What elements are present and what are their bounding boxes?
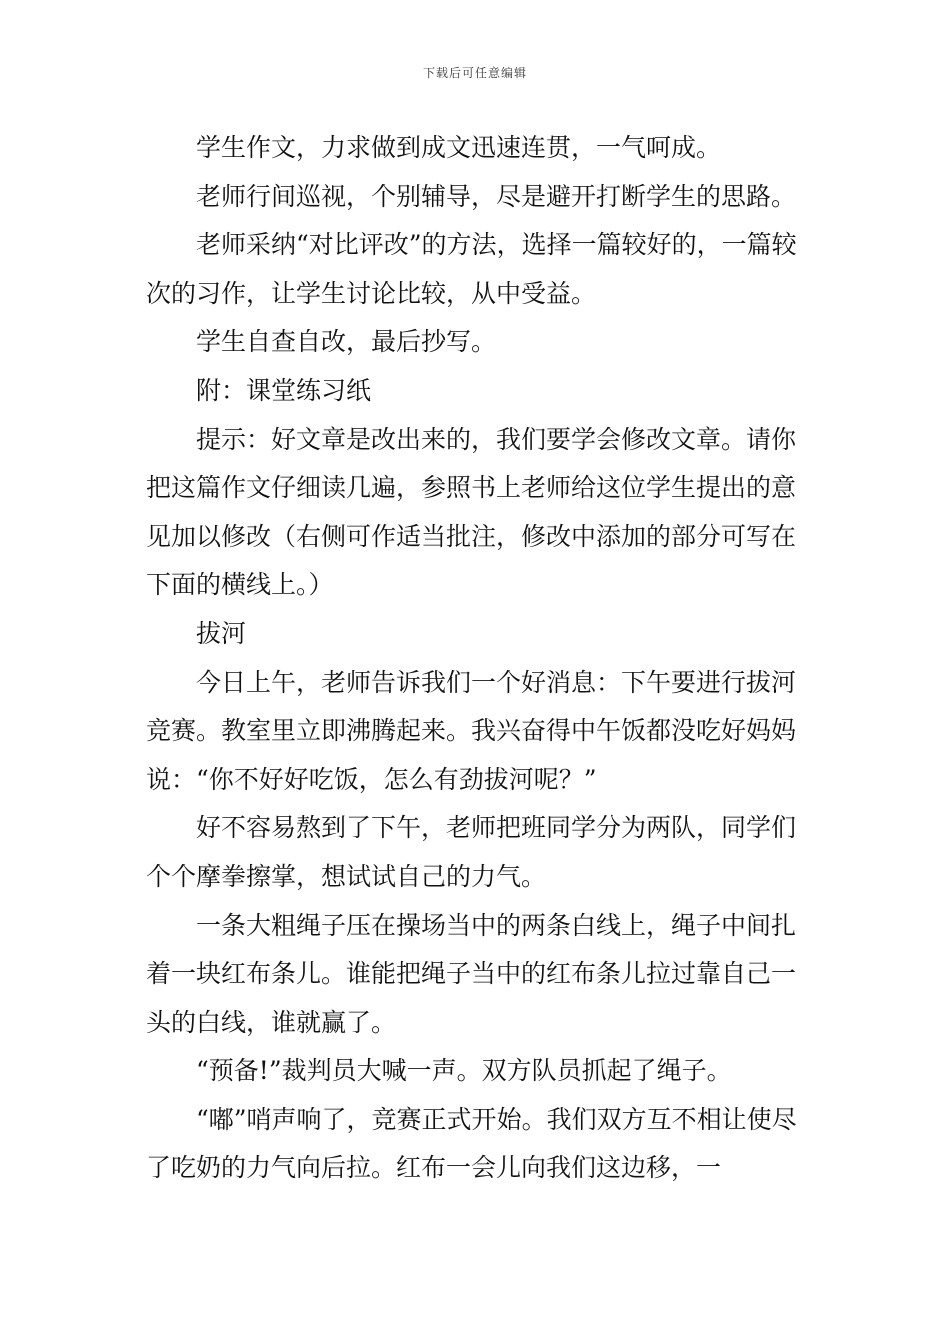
paragraph: 学生自查自改，最后抄写。 [196,327,497,357]
paragraph: 老师采纳“对比评改”的方法，选择一篇较好的，一篇较次的习作，让学生讨论比较，从中受益。 [146,230,797,308]
paragraph: 提示：好文章是改出来的，我们要学会修改文章。请你把这篇作文仔细读几遍，参照书上老师给这位学生提出的意见加以修改（右侧可作适当批注，修改中添加的部分可写在下面的横线上。） [146,424,797,600]
paragraph: 一条大粗绳子压在操场当中的两条白线上，绳子中间扎着一块红布条儿。谁能把绳子当中的红布条儿拉过靠自己一头的白线，谁就赢了。 [146,910,797,1037]
paragraph: 今日上午，老师告诉我们一个好消息：下午要进行拔河竞赛。教室里立即沸腾起来。我兴奋得中午饭都没吃好妈妈说：“你不好好吃饭，怎么有劲拔河呢？” [146,667,797,794]
paragraph: 老师行间巡视，个别辅导，尽是避开打断学生的思路。 [196,181,797,211]
essay-title: 拔河 [196,618,247,648]
paragraph: 好不容易熬到了下午，老师把班同学分为两队，同学们个个摩拳擦掌，想试试自己的力气。 [146,813,797,891]
paragraph: “预备!”裁判员大喊一声。双方队员抓起了绳子。 [196,1056,732,1086]
paragraph: 附：课堂练习纸 [196,375,372,405]
paragraph: “嘟”哨声响了，竞赛正式开始。我们双方互不相让使尽了吃奶的力气向后拉。红布一会儿向我们这边移，一 [146,1104,797,1183]
document-body [146,124,808,1193]
page-header-note: 下载后可任意编辑 [422,66,527,80]
paragraph: 学生作文，力求做到成文迅速连贯，一气呵成。 [196,133,722,162]
